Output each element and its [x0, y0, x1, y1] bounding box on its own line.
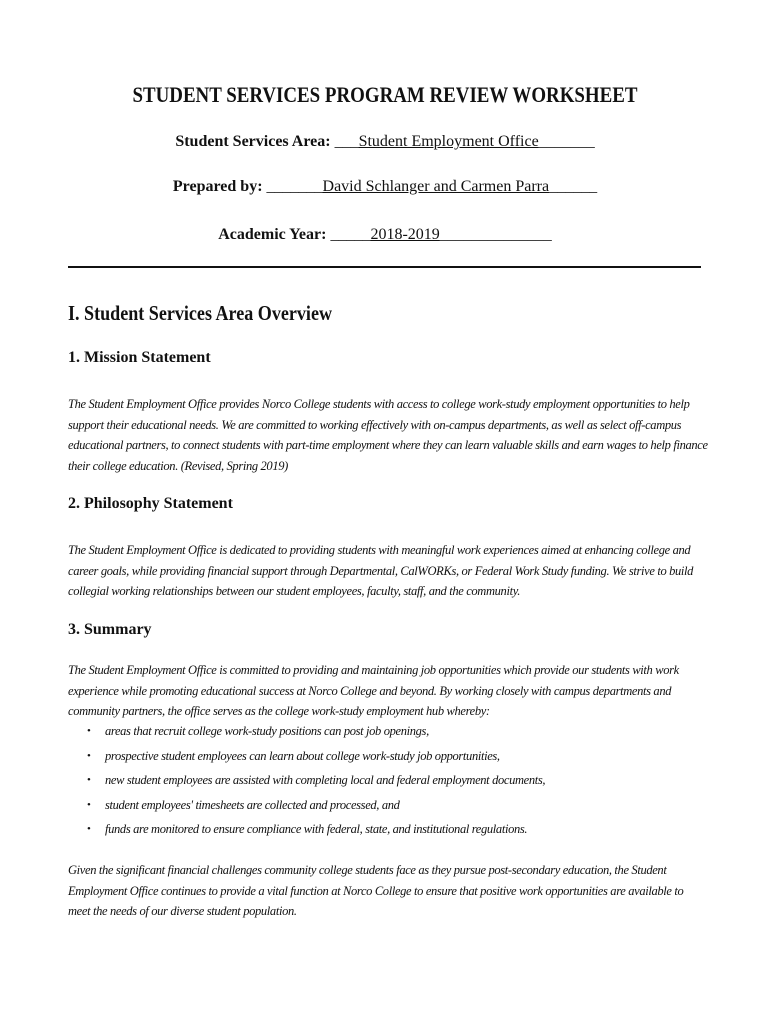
list-item-text: student employees' timesheets are collected and processed, and	[105, 797, 400, 812]
year-blank-lead: _____	[326, 226, 371, 243]
bullet-icon: •	[87, 774, 91, 786]
prepared-blank-trail: ______	[549, 178, 598, 195]
student-services-area-line	[0, 133, 770, 151]
area-value: Student Employment Office	[358, 133, 539, 150]
area-label: Student Services Area:	[175, 133, 331, 150]
mission-heading: 1. Mission Statement	[68, 349, 211, 366]
header-divider	[68, 266, 701, 268]
summary-bullet-list	[68, 719, 708, 842]
prepared-label: Prepared by:	[172, 178, 263, 195]
bullet-icon: •	[87, 823, 91, 835]
year-value: 2018-2019	[370, 226, 440, 243]
list-item	[68, 817, 708, 842]
list-item	[68, 768, 708, 793]
list-item	[68, 793, 708, 818]
summary-heading: 3. Summary	[68, 621, 152, 638]
summary-closing-paragraph: Given the significant financial challenges community college students face as they pursue post-secondary education, the Student Employment Office continues to provide a vital function at Norco College to ensure that positive work opportunities are available to meet the needs of our diverse student population.	[68, 863, 684, 918]
prepared-value: David Schlanger and Carmen Parra	[322, 178, 550, 195]
mission-paragraph: The Student Employment Office provides Norco College students with access to college work-study employment opportunities to help support their educational needs. We are committed to working effectively with on-campus departments, as well as select off-campus educational partners, to connect students with part-time employment where they can learn valuable skills and earn wages to help finance their college education. (Revised, Spring 2019)	[68, 397, 708, 473]
document-title: STUDENT SERVICES PROGRAM REVIEW WORKSHEET	[132, 82, 638, 107]
list-item-text: prospective student employees can learn about college work-study job opportunities,	[105, 748, 500, 763]
list-item-text: new student employees are assisted with completing local and federal employment documents,	[105, 773, 546, 787]
academic-year-line	[0, 226, 770, 244]
list-item	[68, 744, 708, 769]
list-item	[68, 719, 708, 744]
section-title: I. Student Services Area Overview	[68, 301, 333, 325]
area-blank-lead: ___	[330, 133, 359, 150]
philosophy-heading: 2. Philosophy Statement	[68, 495, 233, 512]
prepared-blank-lead: _______	[262, 178, 323, 195]
list-item-text: funds are monitored to ensure compliance with federal, state, and institutional regulations.	[105, 822, 528, 836]
year-blank-trail: ______________	[439, 226, 552, 243]
bullet-icon: •	[87, 725, 91, 737]
prepared-by-line	[0, 178, 770, 196]
list-item-text: areas that recruit college work-study positions can post job openings,	[105, 724, 429, 738]
bullet-icon: •	[87, 749, 91, 762]
year-label: Academic Year:	[218, 226, 327, 243]
philosophy-paragraph: The Student Employment Office is dedicated to providing students with meaningful work experiences aimed at enhancing college and career goals, while providing financial support through Departmental, CalWORKs, or Federal Work Study funding. We strive to build collegial working relationships between our student employees, faculty, staff, and the community.	[68, 543, 694, 598]
summary-intro-paragraph: The Student Employment Office is committed to providing and maintaining job opportunities which provide our students with work experience while promoting educational success at Norco College and beyond. By working closely with campus departments and community partners, the office serves as the college work-study employment hub whereby:	[68, 663, 679, 718]
area-blank-trail: _______	[538, 133, 595, 150]
bullet-icon: •	[87, 798, 91, 811]
